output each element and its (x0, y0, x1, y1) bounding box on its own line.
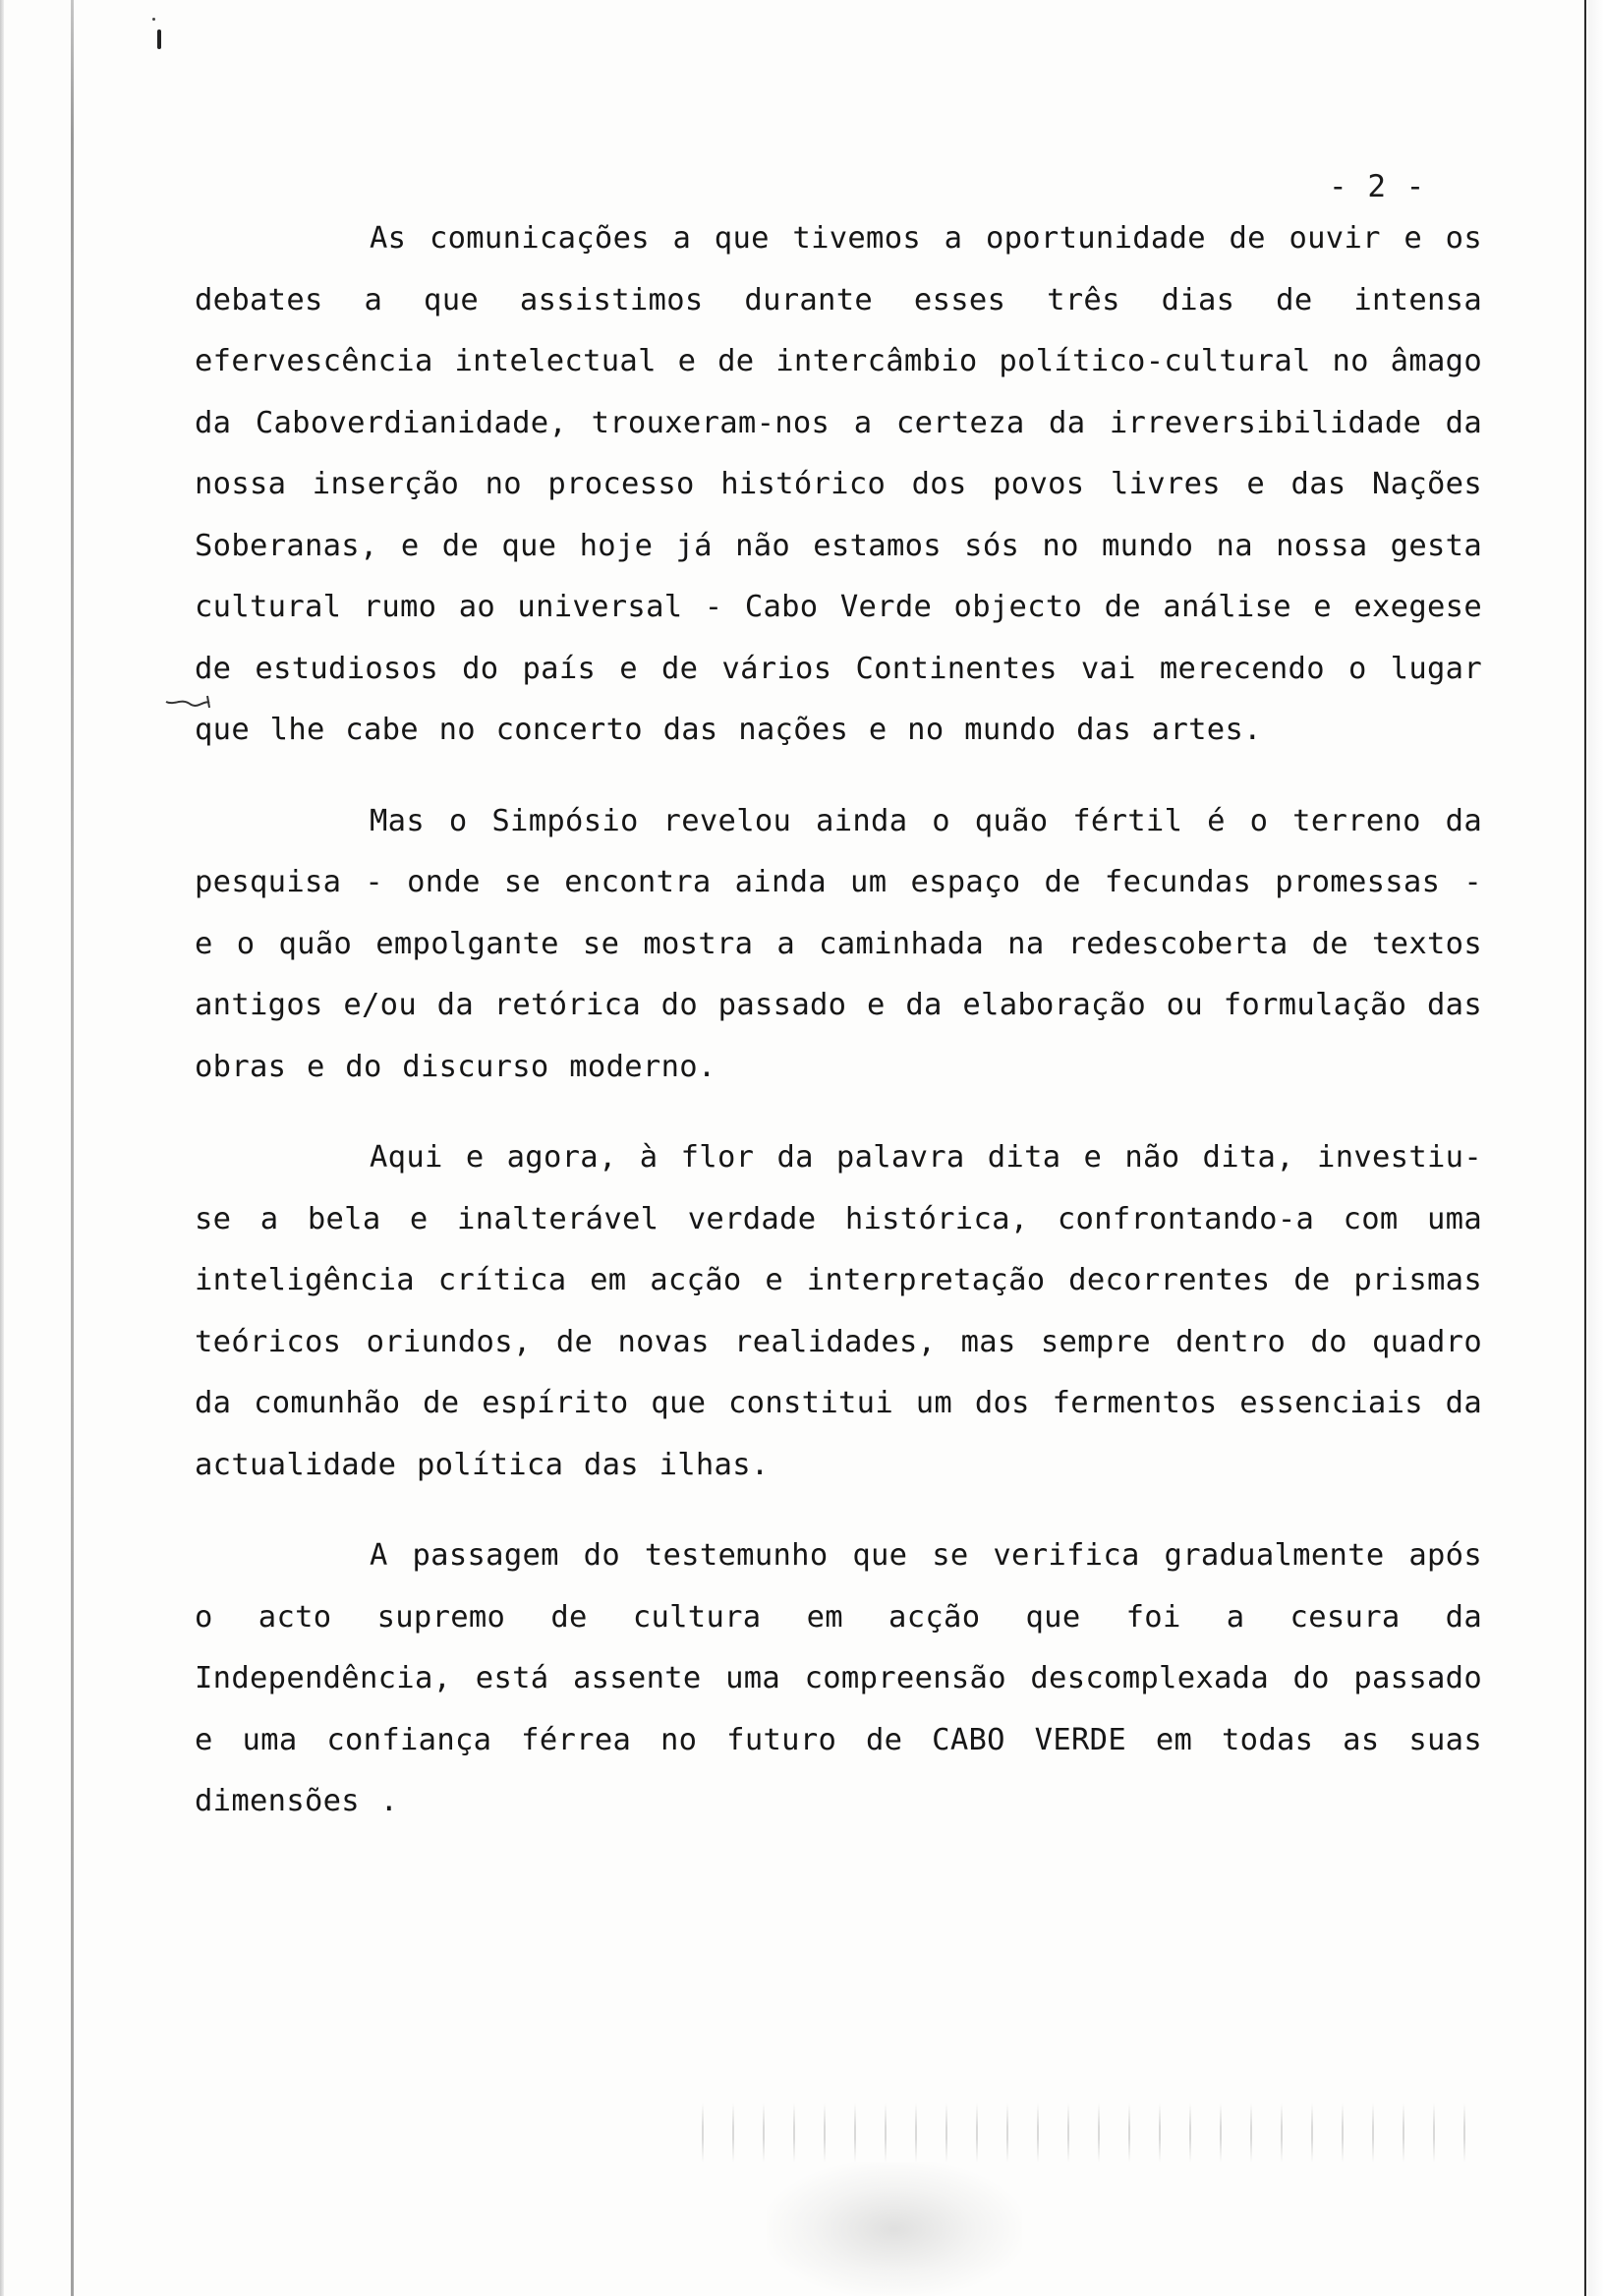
paragraph-2: Mas o Simpósio revelou ainda o quão fértil é o terreno da pesquisa - onde se encontra ainda um espaço de fecundas promessas - e o quão empolgante se mostra a caminhada na redescoberta de textos antigos e/ou da retórica do passado e da elaboração ou formulação das obras e do discurso moderno. (195, 803, 1482, 1084)
paragraph-3: Aqui e agora, à flor da palavra dita e não dita, investiu-se a bela e inalterável verdade histórica, confrontando-a com uma inteligência crítica em acção e interpretação decorrentes de prismas teóricos oriundos, de novas realidades, mas sempre dentro do quadro da comunhão de espírito que constitui um dos fermentos essenciais da actualidade política das ilhas. (195, 1140, 1482, 1482)
page-right-edge (1584, 0, 1586, 2296)
page-left-edge (0, 0, 4, 2296)
page-fold-line (71, 0, 74, 2296)
document-body (195, 208, 1482, 1863)
paragraph-1: As comunicações a que tivemos a oportunidade de ouvir e os debates a que assistimos durante esses três dias de intensa efervescência intelectual e de intercâmbio político-cultural no âmago da Caboverdianidade, trouxeram-nos a certeza da irreversibilidade da nossa inserção no processo histórico dos povos livres e das Nações Soberanas, e de que hoje já não estamos sós no mundo na nossa gesta cultural rumo ao universal - Cabo Verde objecto de análise e exegese de estudiosos do país e de vários Continentes vai merecendo o lugar que lhe cabe no concerto das nações e no mundo das artes. (195, 221, 1482, 747)
scan-speck (152, 18, 155, 21)
bleed-through-smudge (767, 2162, 1022, 2296)
page-number: - 2 - (1329, 169, 1426, 204)
scan-noise (688, 2103, 1494, 2162)
scan-mark (157, 29, 161, 49)
page-right-margin (1588, 0, 1604, 2296)
paragraph-4: A passagem do testemunho que se verifica gradualmente após o acto supremo de cultura em acção que foi a cesura da Independência, está assente uma compreensão descomplexada do passado e uma confiança férrea no futuro de CABO VERDE em todas as suas dimensões . (195, 1538, 1482, 1818)
